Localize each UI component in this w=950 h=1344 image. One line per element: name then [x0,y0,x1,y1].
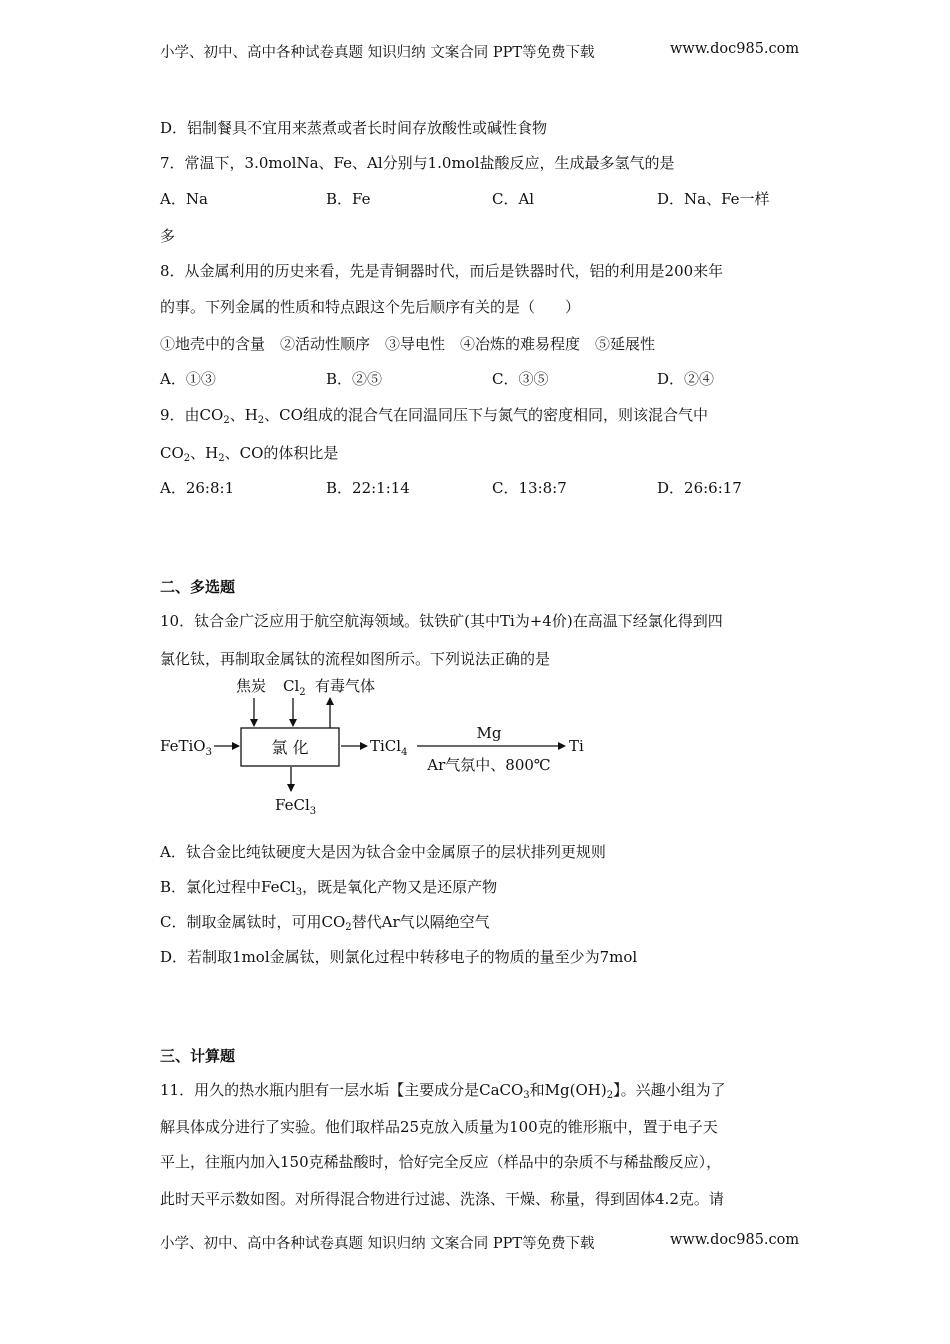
q6-option-d: D．铝制餐具不宜用来蒸煮或者长时间存放酸性或碱性食物 [160,119,548,137]
q8-option-b: B．②⑤ [326,370,383,388]
q9-option-c: C．13:8:7 [492,479,567,497]
chlorination-label: 氯 化 [271,738,309,757]
q10-option-b: B．氯化过程中FeCl$_3$，既是氧化产物又是还原产物 [160,878,498,898]
q7-option-b: B．Fe [326,190,371,208]
q11-line4: 此时天平示数如图。对所得混合物进行过滤、洗涤、干燥、称量，得到固体4.2克。请 [160,1190,724,1208]
feed-fetio3-label: FeTiO$_3$ [160,737,212,758]
header-left-text: 小学、初中、高中各种试卷真题 知识归纳 文案合同 PPT等免费下载 [160,45,595,61]
q7-option-a: A．Na [160,190,208,208]
header-url[interactable]: www.doc985.com [670,41,800,57]
titanium-flow-diagram [150,670,610,820]
q11-line1: 11．用久的热水瓶内胆有一层水垢【主要成分是CaCO$_3$和$Mg(OH)_2$】。兴趣小组为了 [160,1081,726,1101]
section-title-calculation: 三、计算题 [160,1047,236,1065]
q11-line3: 平上，往瓶内加入150克稀盐酸时，恰好完全反应（样品中的杂质不与稀盐酸反应）， [160,1153,722,1171]
q10-stem-line1: 10．钛合金广泛应用于航空航海领域。钛铁矿(其中Ti为+4价)在高温下经氯化得到四 [160,612,723,630]
q9-stem-line1: 9．由$CO_2$、$H_2$、CO组成的混合气在同温同压下与氮气的密度相同，则该混合气中 [160,406,708,426]
q10-option-a: A．钛合金比纯钛硬度大是因为钛合金中金属原子的层状排列更规则 [160,843,606,861]
q8-option-d: D．②④ [657,370,715,388]
q10-option-d: D．若制取1mol金属钛，则氯化过程中转移电子的物质的量至少为7mol [160,948,638,966]
q9-option-d: D．26:6:17 [657,479,742,497]
q8-stem-line1: 8．从金属利用的历史来看，先是青铜器时代，而后是铁器时代，铝的利用是200来年 [160,262,724,280]
q7-option-d: D．Na、Fe一样 [657,190,770,208]
q10-stem-line2: 氯化钛，再制取金属钛的流程如图所示。下列说法正确的是 [160,650,551,668]
final-ti-label: Ti [569,737,584,755]
input-coke-label: 焦炭 [236,677,267,695]
q9-stem-line2: $CO_2$、$H_2$、CO的体积比是 [160,444,339,464]
q7-option-d-wrap: 多 [160,227,176,245]
q8-option-c: C．③⑤ [492,370,549,388]
product-ticl4-label: TiCl$_4$ [370,737,408,758]
condition-label: Ar气氛中、800℃ [427,756,551,774]
q8-items: ①地壳中的含量 ②活动性顺序 ③导电性 ④冶炼的难易程度 ⑤延展性 [160,335,656,353]
byproduct-fecl3-label: FeCl$_3$ [275,796,317,817]
q8-stem-line2: 的事。下列金属的性质和特点跟这个先后顺序有关的是（ ） [160,298,581,316]
q7-option-c: C．Al [492,190,535,208]
footer-left-text: 小学、初中、高中各种试卷真题 知识归纳 文案合同 PPT等免费下载 [160,1236,595,1252]
section-title-multiple-choice: 二、多选题 [160,578,236,596]
reagent-mg-label: Mg [476,724,502,742]
toxic-gas-label: 有毒气体 [315,677,376,695]
q9-option-b: B．22:1:14 [326,479,410,497]
q7-stem: 7．常温下，3.0molNa、Fe、Al分别与1.0mol盐酸反应，生成最多氢气的是 [160,154,675,172]
input-chlorine-label: $Cl_2$ [283,677,306,698]
q8-option-a: A．①③ [160,370,216,388]
q11-line2: 解具体成分进行了实验。他们取样品25克放入质量为100克的锥形瓶中，置于电子天 [160,1118,718,1136]
footer-url[interactable]: www.doc985.com [670,1232,800,1248]
q9-option-a: A．26:8:1 [160,479,235,497]
q10-option-c: C．制取金属钛时，可用$CO_2$替代Ar气以隔绝空气 [160,913,490,933]
